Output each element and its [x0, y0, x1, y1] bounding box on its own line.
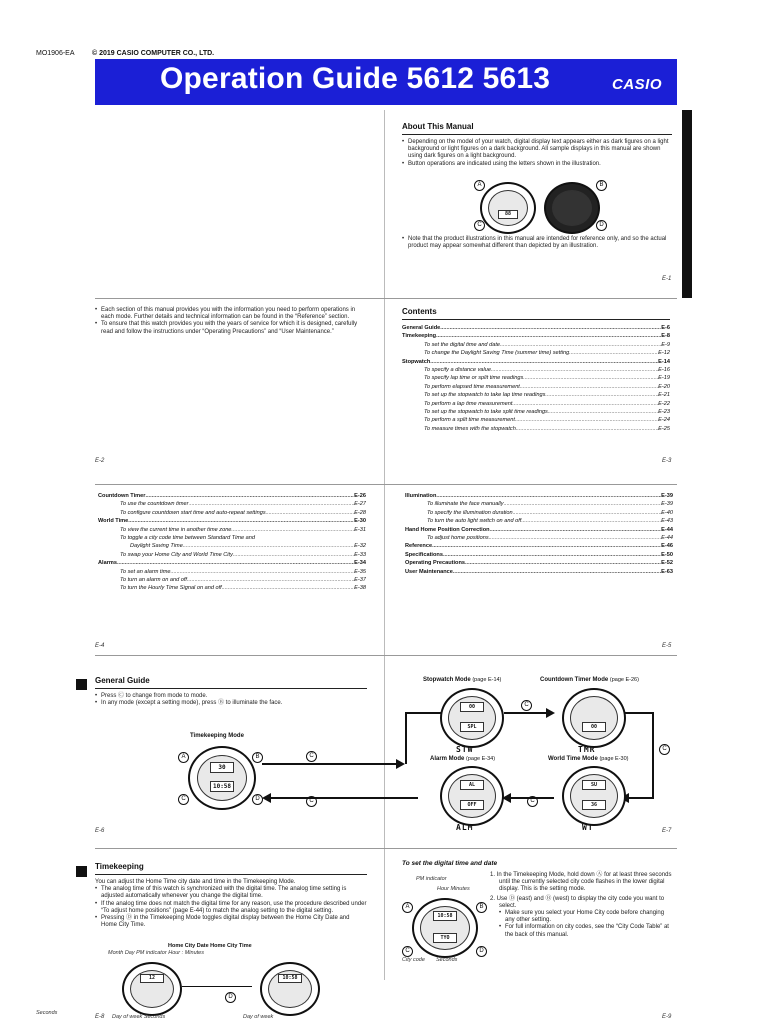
toc-entry-page: E-16 [658, 367, 670, 374]
toc-entry-page: E-9 [661, 341, 670, 348]
alm-indicator: ALM [456, 823, 474, 832]
toc-leader [513, 509, 662, 517]
toc-entry [405, 500, 673, 508]
set-time-steps [490, 872, 674, 939]
press-c-label-1: C [306, 751, 317, 762]
about-note-text: • Note that the product illustrations in this manual are intended for reference only, and so the actual product may appear somewhat different than depicted by an illustration. [402, 236, 672, 250]
toc-entry-title: To configure countdown start time and auto-repeat settings [120, 509, 266, 516]
toc-leader [453, 568, 661, 576]
toc-leader [440, 324, 661, 332]
watch-home-city-time: 10:58 [260, 962, 320, 1016]
toc-entry [98, 584, 366, 592]
arrow-back-line [270, 797, 418, 799]
toc-entry-page: E-23 [658, 409, 670, 416]
page-number-e2: E-2 [95, 458, 105, 464]
toc-entry-page: E-19 [658, 375, 670, 382]
toc-entry-title: Illumination [405, 493, 437, 499]
tmr-indicator: TMR [578, 745, 596, 754]
set-time-bullet-1: • Make sure you select your Home City code before changing any other setting. [499, 910, 674, 924]
timekeeping-section [95, 862, 367, 929]
toc-entry-title: To illuminate the face manually [427, 501, 504, 508]
about-bullet-2: • Button operations are indicated using the letters shown in the illustration. [402, 161, 672, 168]
toc-entry-title: To swap your Home City and World Time City [120, 551, 233, 558]
watch-countdown-mode: 00 [562, 688, 626, 748]
watch-lcd: 88 [498, 210, 518, 219]
general-bullet-1: • Press Ⓒ to change from mode to mode. [95, 693, 367, 700]
toc-entry [98, 576, 366, 584]
contents-rule [402, 319, 670, 320]
toc-entry-page: E-34 [354, 560, 366, 567]
casio-logo: CASIO [612, 76, 663, 93]
toc-leader [491, 366, 658, 374]
general-guide-title: General Guide [95, 676, 150, 685]
toc-entry-page: E-20 [658, 383, 670, 390]
set-time-bullet-2: • For full information on city codes, see the “City Code Table” at the back of this manual. [499, 924, 674, 938]
toc-entry-title: To adjust home positions [427, 535, 489, 542]
contents-title: Contents [402, 307, 437, 316]
toc-entry [405, 509, 673, 517]
watch-home-city-date: 12 [122, 962, 182, 1016]
toc-leader [569, 349, 658, 357]
toc-leader [516, 425, 658, 433]
toc-leader [222, 584, 354, 592]
home-city-subcaption: Month Day PM indicator Hour : Minutes [108, 950, 204, 956]
toc-leader [187, 576, 354, 584]
toc-leader [170, 568, 354, 576]
toc-entry [98, 509, 366, 517]
general-guide-rule [95, 688, 367, 689]
toc-entry-page: E-12 [658, 350, 670, 357]
toc-entry [405, 526, 673, 534]
press-c-label-2: C [306, 796, 317, 807]
timekeeping-rule [95, 874, 367, 875]
toc-leader [436, 492, 661, 500]
arrow-date-to-time [182, 986, 252, 987]
page-number-e5: E-5 [662, 643, 672, 649]
toc-entry [402, 349, 670, 357]
toc-leader [266, 509, 355, 517]
toc-entry-page: E-14 [658, 358, 670, 365]
toc-entry-title: Hand Home Position Correction [405, 526, 490, 533]
contents-list-2 [98, 492, 366, 593]
toc-entry [405, 534, 673, 542]
world-time-mode-label: World Time Mode (page E-30) [548, 756, 629, 762]
copyright-notice: © 2019 CASIO COMPUTER CO., LTD. [92, 50, 215, 57]
stw-indicator: STW [456, 745, 474, 754]
toc-entry-page: E-21 [658, 392, 670, 399]
toc-entry-title: Timekeeping [402, 333, 437, 340]
toc-entry-page: E-37 [354, 577, 366, 584]
toc-entry [402, 425, 670, 433]
toc-leader [521, 517, 661, 525]
toc-entry-title: Alarms [98, 560, 117, 567]
countdown-mode-label: Countdown Timer Mode (page E-26) [540, 677, 639, 683]
about-note [402, 236, 672, 250]
toc-entry-title: To specify a distance value [424, 367, 491, 374]
hour-minutes-label: Hour Minutes [437, 886, 470, 892]
set-time-title: To set the digital time and date [402, 860, 498, 867]
toc-leader [515, 416, 658, 424]
toc-entry-page: E-6 [661, 325, 670, 331]
toc-leader [443, 551, 661, 559]
timekeeping-intro: You can adjust the Home Time city date and time in the Timekeeping Mode. [95, 879, 296, 885]
toc-entry-page: E-30 [354, 518, 366, 525]
toc-entry-title: To change the Daylight Saving Time (summer time) setting [424, 350, 570, 357]
toc-entry-title: Stopwatch [402, 358, 431, 365]
toc-entry-title: Countdown Timer [98, 493, 146, 499]
page-number-e4: E-4 [95, 643, 105, 649]
toc-entry-title: To perform elapsed time measurement [424, 383, 520, 390]
button-a-label: A [474, 180, 485, 191]
wt-indicator: WT [582, 823, 594, 832]
contents-list-3 [405, 492, 673, 576]
timekeeping-bullet-3: • Pressing Ⓓ in the Timekeeping Mode toggles digital display between the Home City Date and Home City Time. [95, 915, 367, 929]
general-bullet-2: • In any mode (except a setting mode), press Ⓑ to illuminate the face. [95, 700, 367, 707]
toc-entry [402, 383, 670, 391]
button-d-label: D [596, 220, 607, 231]
arrow-to-stopwatch-head [396, 759, 405, 769]
watch-light-dial [480, 182, 536, 234]
intro-bullet-2: • To ensure that this watch provides you with the years of service for which it is designed, carefully read and follow the instructions under “Operating Precautions” and “User Maintenance.” [95, 321, 367, 335]
toc-entry [98, 551, 366, 559]
row-divider-2 [95, 484, 677, 485]
press-c-label-4: C [659, 744, 670, 755]
toc-leader [465, 559, 661, 567]
alarm-mode-label: Alarm Mode (page E-34) [430, 756, 496, 762]
toc-entry [402, 400, 670, 408]
toc-entry-page: E-63 [661, 568, 673, 575]
toc-leader [432, 542, 661, 550]
toc-leader [436, 332, 661, 340]
page-number-e6: E-6 [95, 828, 105, 834]
toc-entry [405, 492, 673, 500]
toc-entry-title: To perform a lap time measurement [424, 400, 513, 407]
toc-entry-page: E-52 [661, 560, 673, 567]
toc-leader [490, 526, 662, 534]
arrow-stw-to-tmr [504, 712, 548, 714]
toc-leader [545, 391, 658, 399]
toc-entry [98, 534, 366, 542]
toc-entry [402, 332, 670, 340]
toc-leader [523, 374, 658, 382]
toc-entry [402, 366, 670, 374]
toc-entry [402, 324, 670, 332]
toc-entry-page: E-39 [661, 493, 673, 499]
toc-entry-page: E-50 [661, 551, 673, 558]
contents-section [402, 307, 670, 433]
watch-world-time-mode: SU 36 [562, 766, 626, 826]
toc-leader [189, 500, 355, 508]
section-marker-timekeeping [76, 866, 87, 877]
press-c-label-3: C [521, 700, 532, 711]
toc-entry [402, 391, 670, 399]
toc-entry-title: To toggle a city code time between Standard Time and [120, 535, 256, 542]
toc-entry-page: E-22 [658, 400, 670, 407]
toc-entry-title: To perform a split time measurement [424, 417, 515, 424]
page-title: Operation Guide 5612 5613 [160, 62, 551, 95]
toc-entry [402, 416, 670, 424]
toc-entry-title: To set up the stopwatch to take split time readings [424, 409, 548, 416]
toc-leader [430, 358, 658, 366]
about-bullets [402, 139, 672, 168]
timekeeping-title: Timekeeping [95, 862, 144, 871]
toc-entry-title: Operating Precautions [405, 560, 465, 567]
toc-entry-page: E-40 [661, 509, 673, 516]
toc-entry-page: E-24 [658, 417, 670, 424]
intro-section [95, 307, 367, 336]
button-c-label: C [474, 220, 485, 231]
press-d-label: D [225, 992, 236, 1003]
toc-entry-title: World Time [98, 518, 129, 525]
toc-entry-title: To turn an alarm on and off [120, 577, 187, 584]
timekeeping-bullet-1: • The analog time of this watch is synchronized with the digital time. The analog time setting is adjusted automatically whenever you change the digital time. [95, 886, 367, 900]
side-tab-marker [682, 110, 692, 298]
set-time-step-2: 2. Use Ⓓ (east) and Ⓑ (west) to display the city code you want to select. [490, 895, 665, 909]
watch-dark-dial [544, 182, 600, 234]
toc-entry [405, 559, 673, 567]
page-number-e9: E-9 [662, 1014, 672, 1020]
toc-leader [183, 542, 354, 550]
toc-entry [405, 542, 673, 550]
toc-entry-title: To use the countdown timer [120, 501, 189, 508]
toc-entry [402, 358, 670, 366]
toc-entry-page: E-39 [661, 501, 673, 508]
toc-entry-title: To specify the illumination duration [427, 509, 513, 516]
toc-leader [231, 526, 354, 534]
toc-entry-page: E-38 [354, 585, 366, 592]
toc-leader [145, 492, 354, 500]
toc-entry [98, 559, 366, 567]
toc-entry-page: E-8 [661, 333, 670, 340]
toc-entry-title: Daylight Saving Time [130, 543, 183, 550]
toc-leader [489, 534, 661, 542]
toc-leader [117, 559, 354, 567]
toc-leader [233, 551, 354, 559]
watch-set-time: 10:58 TYO A C B D [402, 894, 486, 958]
toc-entry-page: E-25 [658, 425, 670, 432]
toc-entry [98, 517, 366, 525]
toc-entry-title: General Guide [402, 325, 441, 331]
toc-entry-title: To turn the Hourly Time Signal on and off [120, 585, 222, 592]
toc-entry-title: To turn the auto light switch on and off [427, 518, 522, 525]
button-b-label: B [596, 180, 607, 191]
toc-entry-title: Reference [405, 543, 433, 550]
about-title: About This Manual [402, 122, 474, 131]
toc-entry [405, 517, 673, 525]
section-marker-general [76, 679, 87, 690]
timekeeping-mode-label: Timekeeping Mode [190, 733, 244, 739]
toc-entry-title: To measure times with the stopwatch [424, 425, 516, 432]
toc-entry-page: E-26 [354, 493, 366, 499]
watch-timekeeping-mode: 30 10:58 A C B D [178, 742, 262, 810]
seconds-label: Seconds [436, 957, 458, 963]
toc-entry-title: To view the current time in another time zone [120, 526, 232, 533]
toc-entry [405, 551, 673, 559]
about-rule [402, 134, 672, 135]
toc-entry-page: E-44 [661, 526, 673, 533]
toc-entry [98, 526, 366, 534]
city-code-label: City code [402, 957, 425, 963]
arrow-vertical-left [405, 712, 407, 764]
row-divider-1 [95, 298, 677, 299]
toc-entry-page: E-43 [661, 518, 673, 525]
row-divider-4 [95, 848, 677, 849]
toc-entry-page: E-28 [354, 509, 366, 516]
stopwatch-mode-label: Stopwatch Mode (page E-14) [423, 677, 502, 683]
row-divider-3 [95, 655, 677, 656]
toc-leader [500, 341, 661, 349]
contents-list [402, 324, 670, 433]
watch-illustration-about [474, 180, 606, 232]
about-section [402, 122, 672, 168]
timekeeping-bullet-2: • If the analog time does not match the digital time for any reason, use the procedure described under “To adjust home positions” (page E-44) to match the analog setting to the digital setting. [95, 901, 367, 915]
toc-entry [98, 500, 366, 508]
toc-entry-page: E-31 [354, 526, 366, 533]
arrow-to-stopwatch-line [262, 763, 398, 765]
toc-entry [98, 568, 366, 576]
toc-entry [405, 568, 673, 576]
page-number-e7: E-7 [662, 828, 672, 834]
toc-entry-title: To specify lap time or split time readings [424, 375, 524, 382]
toc-leader [520, 383, 658, 391]
toc-entry-page: E-33 [354, 551, 366, 558]
page-number-e1: E-1 [662, 276, 672, 282]
toc-entry-page: E-44 [661, 535, 673, 542]
toc-entry-title: Specifications [405, 551, 443, 558]
page-number-e8: E-8 [95, 1014, 105, 1020]
toc-entry-page: E-32 [354, 543, 366, 550]
toc-entry-title: To set an alarm time [120, 568, 171, 575]
day-of-week-seconds-label: Day of week Seconds [112, 1014, 166, 1020]
toc-entry [402, 341, 670, 349]
toc-entry [402, 408, 670, 416]
watch-stopwatch-mode: 00 SPL [440, 688, 504, 748]
set-time-step-1: 1. In the Timekeeping Mode, hold down Ⓐ for at least three seconds until the currently selected city code flashes in the lower digital display. This is the setting mode. [490, 872, 672, 893]
toc-leader [512, 400, 658, 408]
toc-entry-page: E-46 [661, 543, 673, 550]
toc-entry-title: To set up the stopwatch to take lap time readings [424, 392, 546, 399]
toc-leader [128, 517, 354, 525]
toc-leader [548, 408, 658, 416]
home-city-caption: Home City Date Home City Time [168, 943, 252, 949]
center-divider [384, 110, 385, 980]
arrow-right-vertical [652, 712, 654, 798]
toc-entry [98, 542, 366, 550]
toc-entry-page: E-27 [354, 501, 366, 508]
toc-entry [402, 374, 670, 382]
toc-entry-page: E-35 [354, 568, 366, 575]
watch-alarm-mode: AL OFF [440, 766, 504, 826]
press-c-label-5: C [527, 796, 538, 807]
toc-entry-title: User Maintenance [405, 568, 453, 575]
day-of-week-label: Day of week [243, 1014, 274, 1020]
general-guide-section [95, 676, 367, 707]
about-bullet-1: • Depending on the model of your watch, digital display text appears either as dark figures on a light background or light figures on a dark background. All sample displays in this manual are shown using dark figures on a light background. [402, 139, 672, 161]
document-code: MO1906-EA [36, 50, 75, 57]
intro-bullet-1: • Each section of this manual provides you with the information you need to perform operations in each mode. Further details and technical information can be found in the “Reference” section. [95, 307, 367, 321]
toc-entry [98, 492, 366, 500]
toc-entry-title: To set the digital time and date [424, 341, 500, 348]
pm-indicator-label: PM indicator [416, 876, 447, 882]
toc-leader [504, 500, 662, 508]
seconds-label-left: Seconds [36, 1010, 58, 1016]
page-number-e3: E-3 [662, 458, 672, 464]
